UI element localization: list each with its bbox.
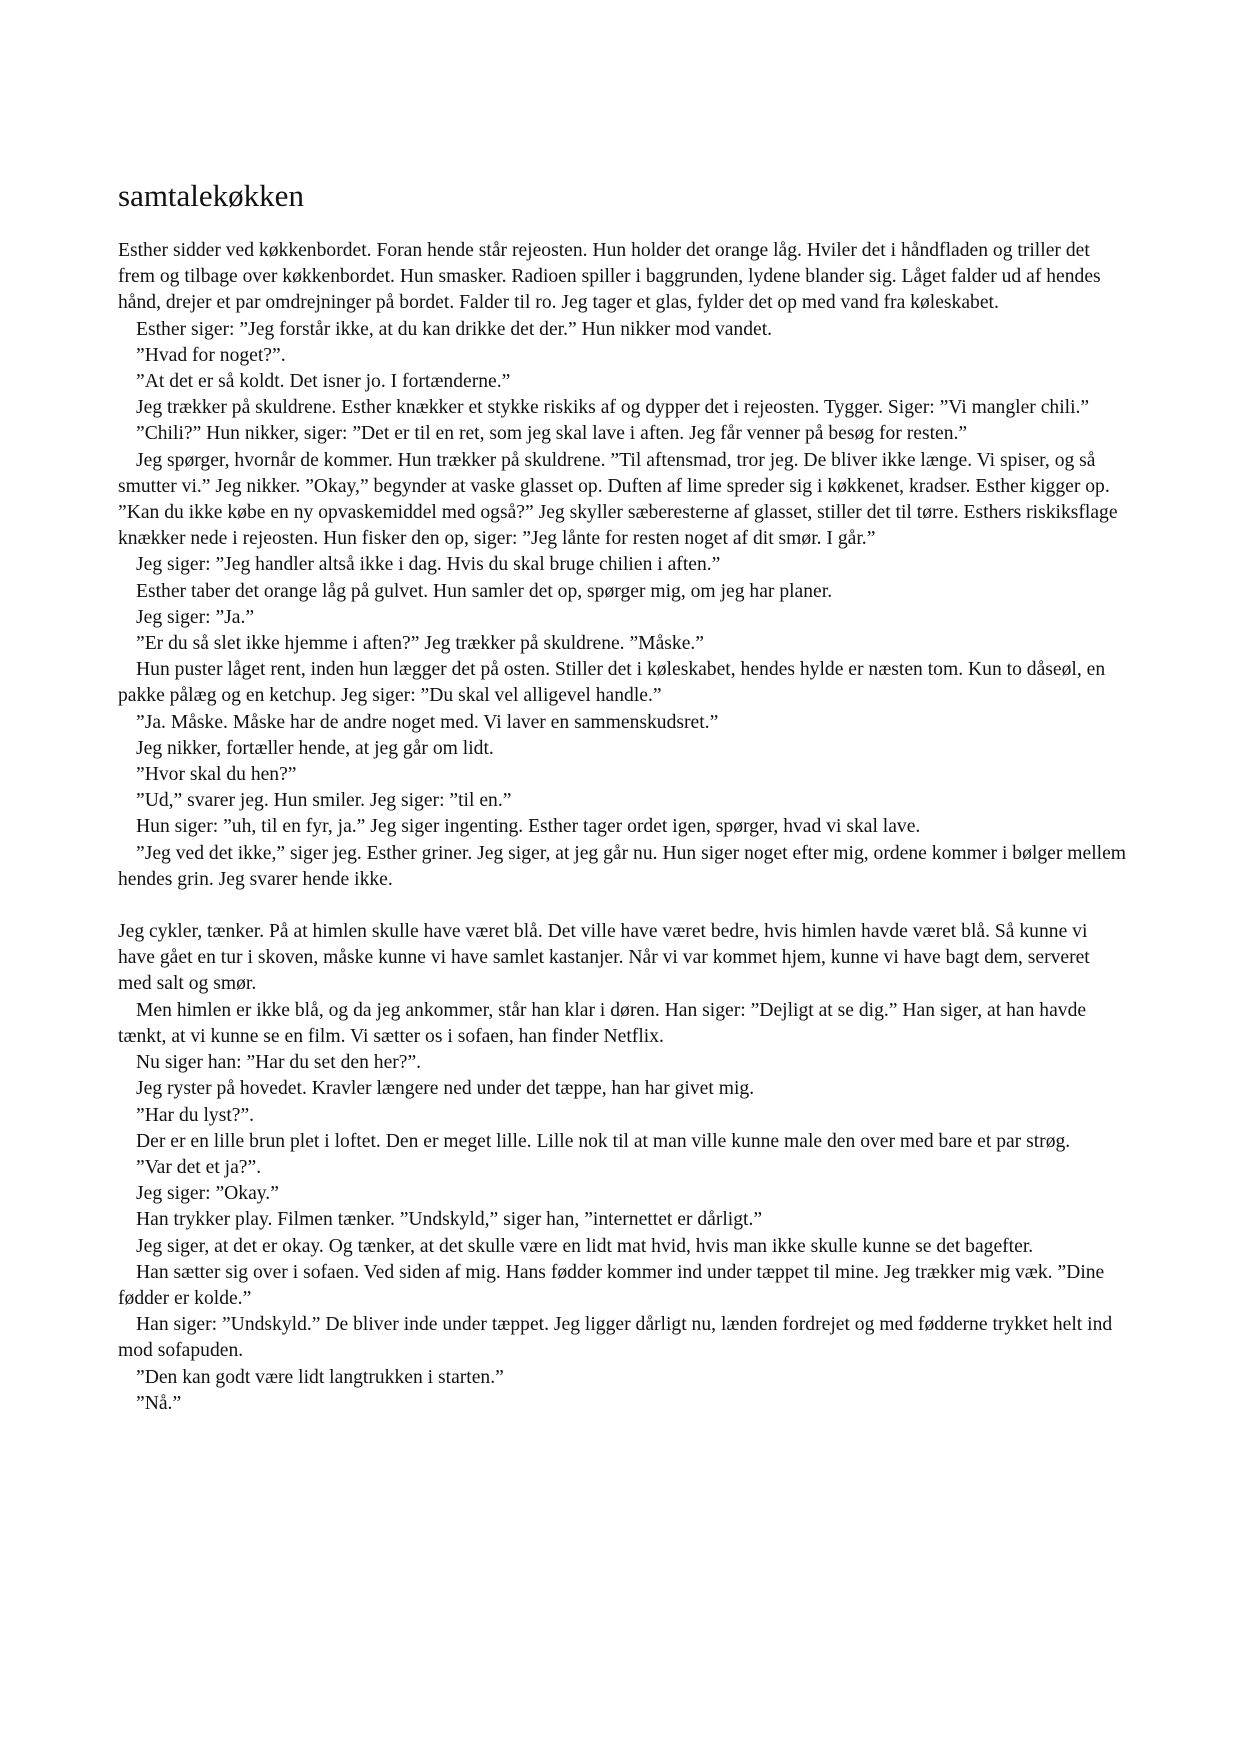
- paragraph: ”Nå.”: [136, 1392, 182, 1414]
- paragraph: Esther taber det orange låg på gulvet. Hun samler det op, spørger mig, om jeg har planer.: [136, 580, 833, 602]
- paragraph: Jeg ryster på hovedet. Kravler længere ned under det tæppe, han har givet mig.: [136, 1078, 755, 1100]
- document-page: [118, 176, 1128, 1417]
- paragraph: Esther sidder ved køkkenbordet. Foran hende står rejeosten. Hun holder det orange låg. Hviler det i håndfladen og triller det frem og tilbage over køkkenbordet. Hun smasker. Radioen spiller i baggrunden, lydene blander sig. Låget falder ud af hendes hånd, drejer et par omdrejninger på bordet. Falder til ro. Jeg tager et glas, fylder det op med vand fra køleskabet.: [118, 240, 1101, 314]
- paragraph: ”Var det et ja?”.: [136, 1156, 262, 1178]
- paragraph: Jeg siger, at det er okay. Og tænker, at det skulle være en lidt mat hvid, hvis man ikke skulle kunne se det bagefter.: [136, 1235, 1034, 1257]
- section-break: [118, 893, 1128, 919]
- paragraph: ”Ja. Måske. Måske har de andre noget med. Vi laver en sammenskudsret.”: [136, 711, 719, 733]
- paragraph: Han siger: ”Undskyld.” De bliver inde under tæppet. Jeg ligger dårligt nu, lænden fordrejet og med fødderne trykket helt ind mod sofapuden.: [118, 1314, 1113, 1362]
- paragraph: ”Er du så slet ikke hjemme i aften?” Jeg trækker på skuldrene. ”Måske.”: [136, 633, 705, 655]
- paragraph: ”Jeg ved det ikke,” siger jeg. Esther griner. Jeg siger, at jeg går nu. Hun siger noget efter mig, ordene kommer i bølger mellem hendes grin. Jeg svarer hende ikke.: [118, 842, 1127, 890]
- paragraph: Jeg spørger, hvornår de kommer. Hun trækker på skuldrene. ”Til aftensmad, tror jeg. De bliver ikke længe. Vi spiser, og så smutter vi.” Jeg nikker. ”Okay,” begynder at vaske glasset op. Duften af lime spreder sig i køkkenet, kradser. Esther kigger op. ”Kan du ikke købe en ny opvaskemiddel med også?” Jeg skyller sæberesterne af glasset, stiller det til tørre. Esthers riskiksflage knækker nede i rejeosten. Hun fisker den op, siger: ”Jeg lånte for resten noget af dit smør. I går.”: [118, 449, 1118, 550]
- section-visit: [118, 919, 1128, 1417]
- paragraph: ”Hvor skal du hen?”: [136, 764, 297, 786]
- paragraph: ”Har du lyst?”.: [136, 1104, 255, 1126]
- paragraph: Nu siger han: ”Har du set den her?”.: [136, 1052, 422, 1074]
- paragraph: Hun siger: ”uh, til en fyr, ja.” Jeg siger ingenting. Esther tager ordet igen, spørger, hvad vi skal lave.: [136, 816, 921, 838]
- paragraph: Jeg siger: ”Ja.”: [136, 606, 255, 628]
- paragraph: ”Ud,” svarer jeg. Hun smiler. Jeg siger: ”til en.”: [136, 790, 512, 812]
- paragraph: Hun puster låget rent, inden hun lægger det på osten. Stiller det i køleskabet, hendes hylde er næsten tom. Kun to dåseøl, en pakke pålæg og en ketchup. Jeg siger: ”Du skal vel alligevel handle.”: [118, 659, 1106, 707]
- paragraph: Han sætter sig over i sofaen. Ved siden af mig. Hans fødder kommer ind under tæppet til mine. Jeg trækker mig væk. ”Dine fødder er kolde.”: [118, 1261, 1105, 1309]
- paragraph: Esther siger: ”Jeg forstår ikke, at du kan drikke det der.” Hun nikker mod vandet.: [136, 318, 773, 340]
- paragraph: Jeg cykler, tænker. På at himlen skulle have været blå. Det ville have været bedre, hvis himlen havde været blå. Så kunne vi have gået en tur i skoven, måske kunne vi have samlet kastanjer. Når vi var kommet hjem, kunne vi have bagt dem, serveret med salt og smør.: [118, 921, 1090, 995]
- document-title: samtalekøkken: [118, 178, 304, 213]
- paragraph: ”Den kan godt være lidt langtrukken i starten.”: [136, 1366, 504, 1388]
- paragraph: ”Chili?” Hun nikker, siger: ”Det er til en ret, som jeg skal lave i aften. Jeg får venner på besøg for resten.”: [136, 423, 968, 445]
- paragraph: Jeg nikker, fortæller hende, at jeg går om lidt.: [136, 737, 494, 759]
- paragraph: Jeg siger: ”Okay.”: [136, 1183, 279, 1205]
- paragraph: Der er en lille brun plet i loftet. Den er meget lille. Lille nok til at man ville kunne male den over med bare et par strøg.: [136, 1130, 1071, 1152]
- paragraph: Men himlen er ikke blå, og da jeg ankommer, står han klar i døren. Han siger: ”Dejligt at se dig.” Han siger, at han havde tænkt, at vi kunne se en film. Vi sætter os i sofaen, han finder Netflix.: [118, 999, 1087, 1047]
- paragraph: Jeg trækker på skuldrene. Esther knækker et stykke riskiks af og dypper det i rejeosten. Tygger. Siger: ”Vi mangler chili.”: [136, 397, 1090, 419]
- paragraph: ”Hvad for noget?”.: [136, 344, 286, 366]
- paragraph: Jeg siger: ”Jeg handler altså ikke i dag. Hvis du skal bruge chilien i aften.”: [136, 554, 721, 576]
- paragraph: ”At det er så koldt. Det isner jo. I fortænderne.”: [136, 371, 511, 393]
- section-kitchen: [118, 238, 1128, 893]
- paragraph: Han trykker play. Filmen tænker. ”Undskyld,” siger han, ”internettet er dårligt.”: [136, 1209, 763, 1231]
